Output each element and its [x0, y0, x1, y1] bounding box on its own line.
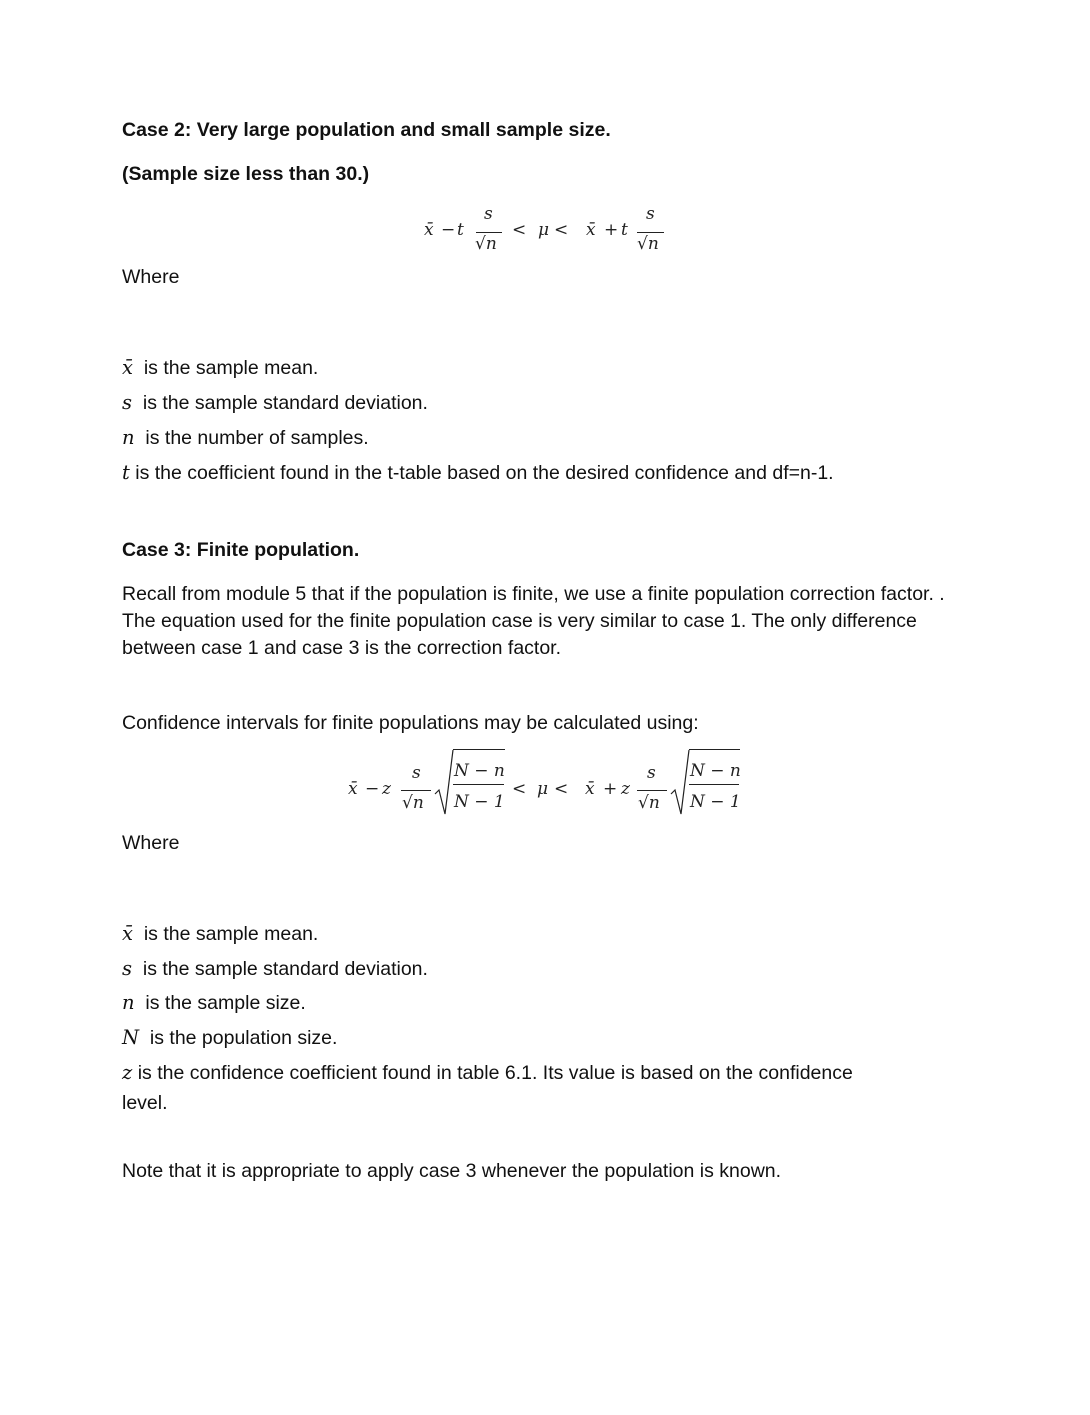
- eq2-xbar2: x̄: [585, 779, 595, 799]
- eq1-lt2: <: [554, 220, 569, 240]
- eq2-rad2-den: N − 1: [690, 792, 741, 812]
- eq2-rad2-num: N − n: [690, 761, 741, 781]
- def-symbol: N: [122, 1026, 140, 1049]
- case2-heading: Case 2: Very large population and small sample size.: [122, 119, 611, 141]
- def-symbol: s: [122, 391, 133, 414]
- eq1-t2: t: [621, 220, 628, 240]
- eq2-z2: z: [621, 779, 630, 799]
- eq1-t: t: [457, 220, 464, 240]
- eq2-mu: μ: [537, 779, 549, 799]
- case2-where: Where: [122, 266, 180, 288]
- def-text: is the coefficient found in the t-table based on the desired confidence and df=n-1.: [135, 462, 834, 484]
- eq1-lt1: <: [512, 220, 527, 240]
- eq2-lt1: <: [512, 779, 527, 799]
- eq1-frac2-den: √n: [637, 234, 659, 254]
- eq2-lt2: <: [554, 779, 569, 799]
- case3-paragraph-line: between case 1 and case 3 is the correction factor.: [122, 637, 562, 659]
- eq1-xbar2: x̄: [586, 220, 596, 240]
- def-symbol: n: [122, 426, 135, 449]
- eq2-frac2-num: s: [647, 763, 656, 783]
- case3-def-n: [122, 990, 306, 1016]
- def-text: is the confidence coefficient found in table 6.1. Its value is based on the confidence: [137, 1062, 853, 1084]
- eq1-xbar: x̄: [424, 220, 434, 240]
- case2-def-t: [122, 460, 834, 486]
- def-text: is the sample size.: [145, 992, 306, 1014]
- eq2-radical-icon: [434, 748, 454, 818]
- def-text: is the sample mean.: [143, 357, 319, 379]
- eq1-frac2-num: s: [646, 204, 655, 224]
- def-text: is the sample standard deviation.: [142, 958, 428, 980]
- def-text: is the number of samples.: [145, 427, 369, 449]
- eq2-minus: −: [365, 779, 380, 799]
- case3-paragraph-line: Recall from module 5 that if the population is finite, we use a finite population correction factor. .: [122, 583, 945, 605]
- case3-def-z: [122, 1060, 853, 1086]
- def-symbol: x̄: [122, 356, 133, 379]
- case3-def-z-continuation: level.: [122, 1092, 168, 1114]
- eq2-rad-den: N − 1: [454, 792, 505, 812]
- case3-def-N: [122, 1025, 337, 1051]
- def-symbol: x̄: [122, 922, 133, 945]
- def-symbol: n: [122, 991, 135, 1014]
- def-symbol: z: [122, 1061, 133, 1084]
- case3-equation: [348, 752, 748, 827]
- case3-def-s: [122, 956, 428, 982]
- eq1-frac-den: √n: [475, 234, 497, 254]
- case3-heading: Case 3: Finite population.: [122, 539, 360, 561]
- eq1-mu: μ: [538, 220, 550, 240]
- case3-paragraph: [122, 581, 1002, 662]
- eq2-z: z: [382, 779, 391, 799]
- eq2-rad-num: N − n: [454, 761, 505, 781]
- eq2-xbar: x̄: [348, 779, 358, 799]
- case3-note: Note that it is appropriate to apply case 3 whenever the population is known.: [122, 1160, 782, 1182]
- def-text: is the sample mean.: [143, 923, 319, 945]
- def-text: is the sample standard deviation.: [142, 392, 428, 414]
- eq2-plus: +: [603, 779, 618, 799]
- eq2-frac-den: √n: [402, 793, 424, 813]
- case2-def-s: [122, 390, 428, 416]
- eq2-radical2-icon: [670, 748, 690, 818]
- eq1-minus: −: [441, 220, 456, 240]
- case3-def-xbar: [122, 921, 318, 947]
- def-text: is the population size.: [149, 1027, 338, 1049]
- case3-intro: Confidence intervals for finite populations may be calculated using:: [122, 712, 699, 734]
- eq2-frac2-den: √n: [638, 793, 660, 813]
- eq1-frac-num: s: [484, 204, 493, 224]
- case2-subheading: (Sample size less than 30.): [122, 163, 370, 185]
- case3-paragraph-line: The equation used for the finite population case is very similar to case 1. The only difference: [122, 610, 917, 632]
- case2-def-xbar: [122, 355, 318, 381]
- case3-where: Where: [122, 832, 180, 854]
- eq1-plus: +: [604, 220, 619, 240]
- case2-def-n: [122, 425, 369, 451]
- def-symbol: s: [122, 957, 133, 980]
- def-symbol: t: [122, 461, 130, 484]
- eq2-frac-num: s: [412, 763, 421, 783]
- case2-equation: [424, 203, 684, 263]
